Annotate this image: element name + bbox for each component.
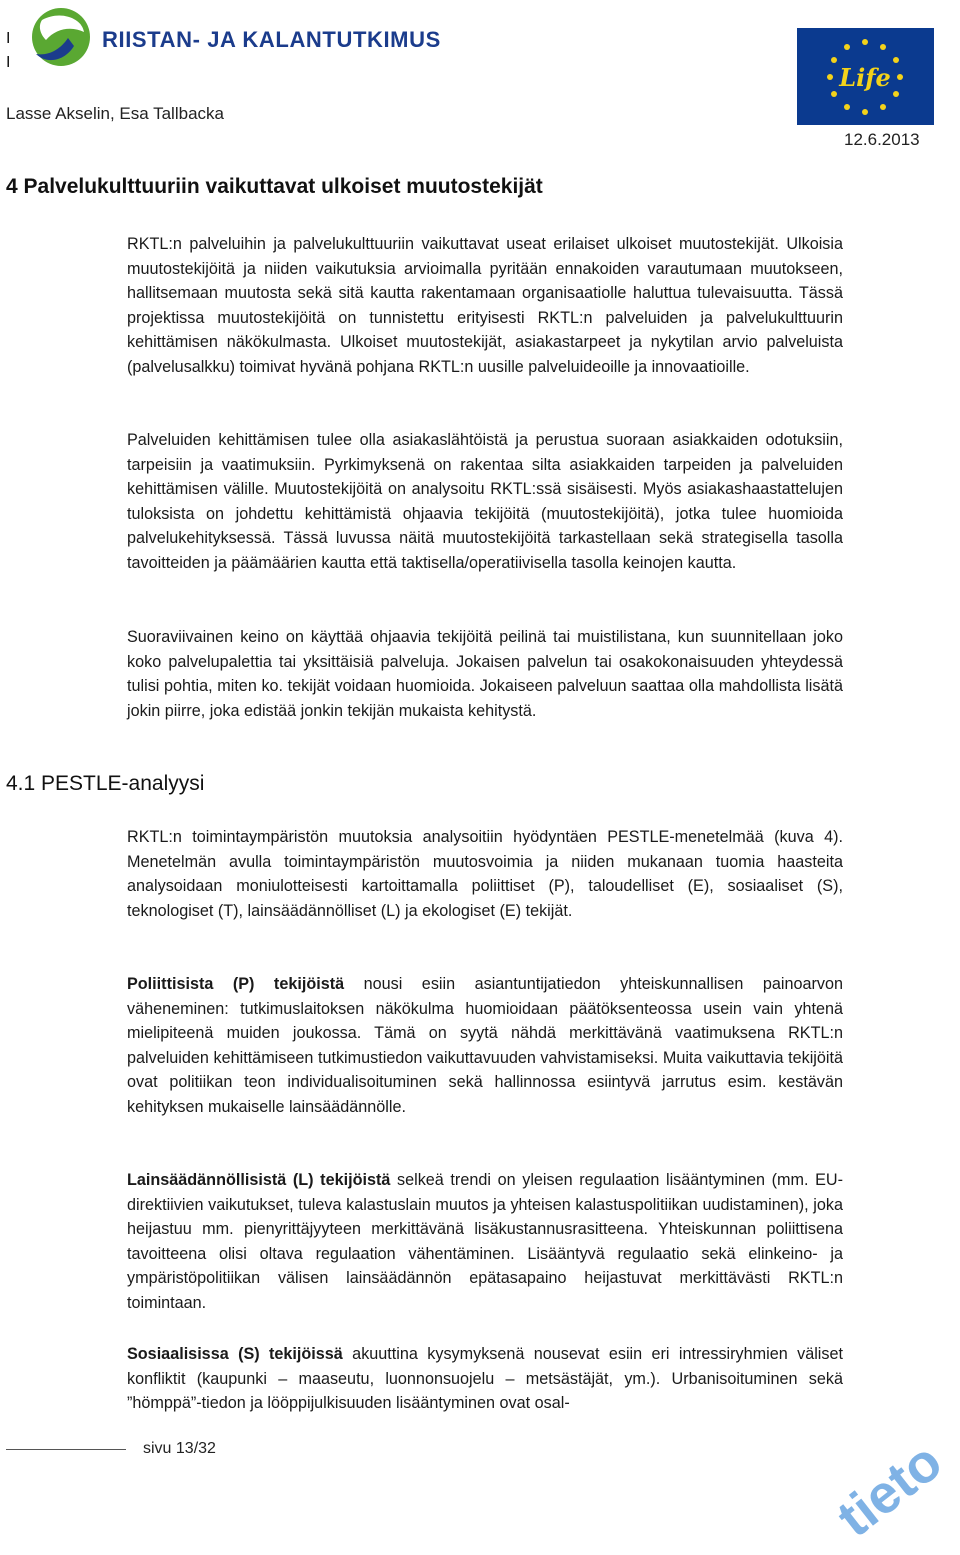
subsection-title: 4.1 PESTLE-analyysi: [6, 772, 205, 795]
political-factors-paragraph: [127, 972, 843, 1120]
rktl-emblem-icon: [32, 8, 90, 66]
tieto-logo-text: tieto: [826, 1431, 954, 1549]
document-date: 12.6.2013: [844, 130, 920, 149]
section-paragraph-2: Palveluiden kehittämisen tulee olla asiakaslähtöistä ja perustua suoraan asiakkaiden odotuksiin, tarpeisiin ja vaatimuksiin. Pyrkimyksenä on rakentaa silta asiakkaiden tarpeiden ja palveluiden kehittämisen välille. Muutostekijöitä on analysoitu RKTL:ssä sisäisesti. Myös asiakashaastattelujen tuloksista on johdettu kehittämistä ohjaavia tekijöitä (muutostekijöitä), jotka tulee huomioida palvelukehityksessä. Tässä luvussa näitä muutostekijöitä tarkastellaan sekä strategisella tasolla tavoitteiden ja päämäärien kautta että taktisella/operatiivisella tasolla keinojen kautta.: [127, 431, 843, 572]
pestle-intro-paragraph: RKTL:n toimintaympäristön muutoksia analysoitiin hyödyntäen PESTLE-menetelmää (kuva 4). Menetelmän avulla toimintaympäristön muutosvoimia ja niiden mukanaan tuomia haasteita analysoidaan moniulotteisesti kartoittamalla poliittiset (P), taloudelliset (E), sosiaaliset (S), teknologiset (T), lainsäädännölliset (L) ja ekologiset (E) tekijät.: [127, 828, 843, 920]
margin-mark-bottom: I: [6, 54, 11, 71]
section-title: 4 Palvelukulttuuriin vaikuttavat ulkoiset muutostekijät: [6, 175, 543, 198]
social-factors-text: akuuttina kysymyksenä nousevat esiin eri intressiryhmien väliset konfliktit (kaupunki – maaseutu, luonnonsuojelu – metsästäjät, ym.). Urbanisoituminen sekä ”hömppä”-tiedon ja lööppijulkisuuden lisääntyminen ovat osal-: [127, 1345, 843, 1413]
section-paragraph-3: Suoraviivainen keino on käyttää ohjaavia tekijöitä peilinä tai muistilistana, kun suunnitellaan joko koko palvelupalettia tai yksittäisiä palveluja. Jokaisen palvelun tai osakokonaisuuden yhteydessä tulisi pohtia, miten ko. tekijät voidaan huomioida. Jokaiseen palveluun saattaa olla mahdollista lisätä jokin piirre, joka edistää jonkin tekijän mukaista kehitystä.: [127, 628, 843, 720]
footer-rule: [6, 1449, 126, 1450]
legal-factors-paragraph: [127, 1168, 843, 1316]
rktl-logo-text: RIISTAN- JA KALANTUTKIMUS: [102, 27, 441, 52]
tieto-logo: [822, 1428, 956, 1550]
section-paragraph-1: RKTL:n palveluihin ja palvelukulttuuriin vaikuttavat useat erilaiset ulkoiset muutostekijät. Ulkoisia muutostekijöitä ja niiden vaikutuksia arvioimalla pyritään ennakoiden varautumaan muutokseen, hallitsemaan muutosta sekä sitä kautta rakentamaan organisaatiolle haluttua tulevaisuutta. Tässä projektissa muutostekijöitä on tunnistettu erityisesti RKTL:n palveluiden ja palvelukulttuurin kehittämisen näkökulmasta. Ulkoiset muutostekijät, asiakastarpeet ja nykytilan arvio palveluista (palvelusalkku) toimivat hyvänä pohjana RKTL:n uusille palveluideoille ja innovaatioille.: [127, 235, 843, 376]
legal-factors-text: selkeä trendi on yleisen regulaation lisääntyminen (mm. EU-direktiivien vaikutukset, tuleva kalastuslain muutos ja yhteisen kalastuspolitiikan uudistaminen), joka heijastuu mm. pienyrittäjyyteen merkittävänä lisäkustannusrasitteena. Yhteiskunnan poliittisena tavoitteena olisi oltava regulaation vähentäminen. Lisääntyvä regulaatio sekä elinkeino- ja ympäristöpolitiikan välisen lainsäädännön epätasapaino heijastuvat merkittävästi RKTL:n toimintaan.: [127, 1171, 843, 1312]
social-factors-lead: Sosiaalisissa (S) tekijöissä: [127, 1345, 343, 1363]
political-factors-lead: Poliittisista (P) tekijöistä: [127, 975, 345, 993]
eu-life-logo: [797, 28, 934, 125]
page-number: sivu 13/32: [143, 1440, 216, 1457]
margin-mark-top: I: [6, 30, 11, 47]
rktl-logo: [30, 6, 445, 68]
political-factors-text: nousi esiin asiantuntijatiedon yhteiskunnallisen painoarvon väheneminen: tutkimuslaitoksen näkökulma huomioidaan päätöksenteossa usein vain yhtenä mielipiteenä muiden joukossa. Tämä on syytä nähdä merkittävänä vaatimuksena RKTL:n palveluiden kehittämiseen tutkimustiedon vaikuttavuuden vahvistamiseksi. Muita vaikuttavia tekijöitä ovat politiikan teon individualisoituminen sekä hallinnossa esiintyvä jarrutus esim. kestävän kehityksen mukaiselle lainsäädännölle.: [127, 975, 843, 1116]
social-factors-paragraph: [127, 1342, 843, 1416]
eu-life-logo-text: Life: [839, 63, 891, 92]
authors: Lasse Akselin, Esa Tallbacka: [6, 104, 224, 123]
legal-factors-lead: Lainsäädännöllisistä (L) tekijöistä: [127, 1171, 391, 1189]
